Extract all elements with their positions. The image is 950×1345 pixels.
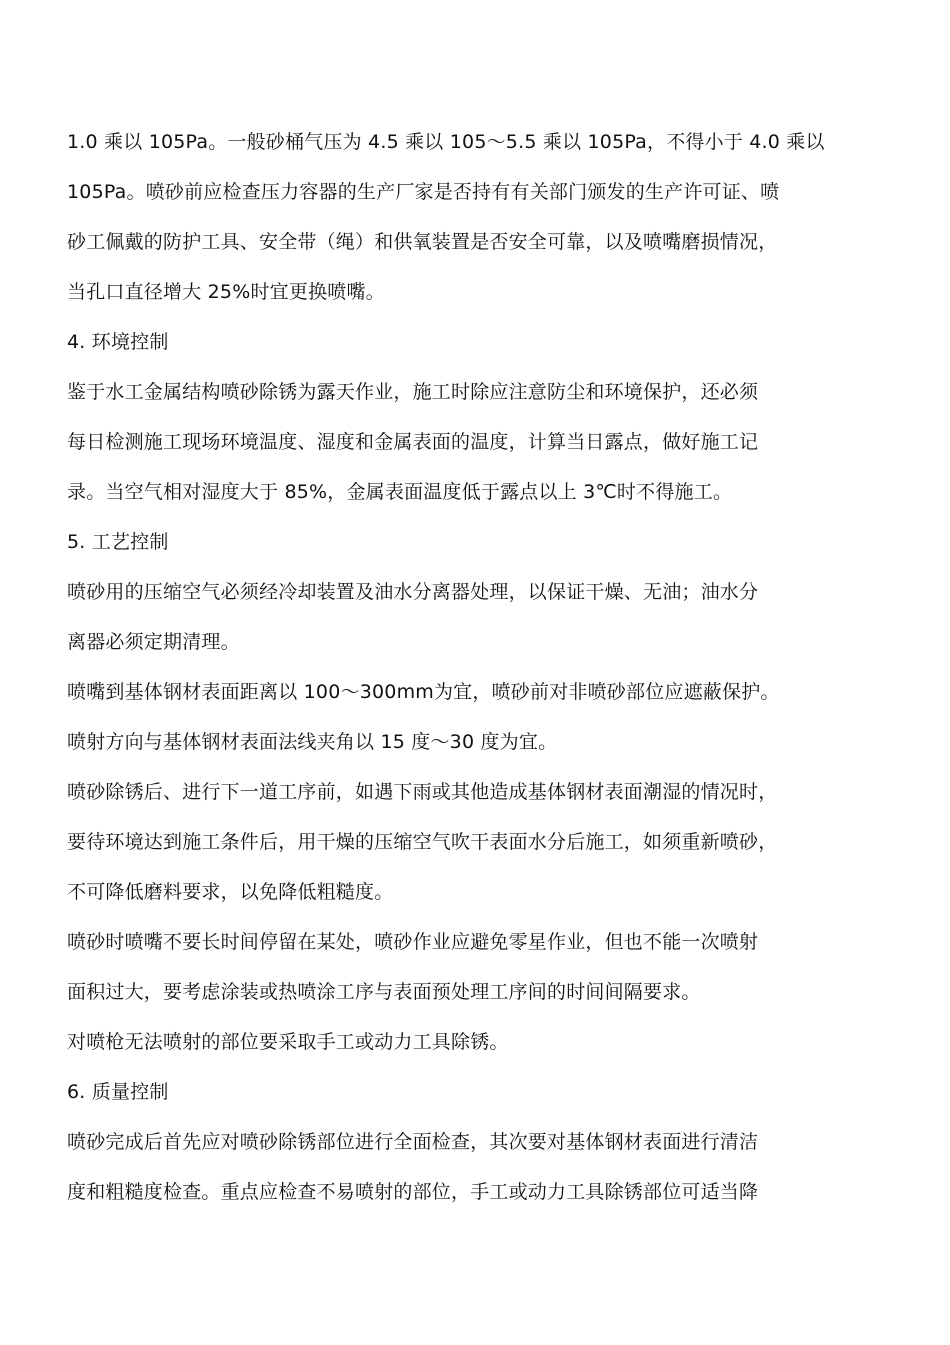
text-line: 鉴于水工金属结构喷砂除锈为露天作业，施工时除应注意防尘和环境保护，还必须 xyxy=(67,381,759,403)
text-line: 1.0 乘以 105Pa。一般砂桶气压为 4.5 乘以 105～5.5 乘以 105Pa，不得小于 4.0 乘以 xyxy=(67,131,825,153)
text-line: 105Pa。喷砂前应检查压力容器的生产厂家是否持有有关部门颁发的生产许可证、喷 xyxy=(67,181,780,203)
text-line: 喷砂除锈后、进行下一道工序前，如遇下雨或其他造成基体钢材表面潮湿的情况时， xyxy=(67,781,778,803)
text-line: 喷砂时喷嘴不要长时间停留在某处，喷砂作业应避免零星作业，但也不能一次喷射 xyxy=(67,931,759,953)
text-line: 度和粗糙度检查。重点应检查不易喷射的部位，手工或动力工具除锈部位可适当降 xyxy=(67,1181,759,1203)
text-line: 离器必须定期清理。 xyxy=(67,631,240,653)
text-line: 要待环境达到施工条件后，用干燥的压缩空气吹干表面水分后施工，如须重新喷砂， xyxy=(67,831,778,853)
text-line: 面积过大，要考虑涂装或热喷涂工序与表面预处理工序间的时间间隔要求。 xyxy=(67,981,701,1003)
text-line: 当孔口直径增大 25%时宜更换喷嘴。 xyxy=(67,281,385,303)
text-line: 对喷枪无法喷射的部位要采取手工或动力工具除锈。 xyxy=(67,1031,509,1053)
text-line: 喷砂用的压缩空气必须经冷却装置及油水分离器处理，以保证干燥、无油；油水分 xyxy=(67,581,759,603)
text-line: 喷射方向与基体钢材表面法线夹角以 15 度～30 度为宜。 xyxy=(67,731,558,753)
text-line: 喷砂完成后首先应对喷砂除锈部位进行全面检查，其次要对基体钢材表面进行清洁 xyxy=(67,1131,759,1153)
text-line: 录。当空气相对湿度大于 85%，金属表面温度低于露点以上 3℃时不得施工。 xyxy=(67,481,733,503)
text-line: 不可降低磨料要求，以免降低粗糙度。 xyxy=(67,881,394,903)
section-heading: 4. 环境控制 xyxy=(67,331,169,353)
text-line: 砂工佩戴的防护工具、安全带（绳）和供氧装置是否安全可靠，以及喷嘴磨损情况， xyxy=(67,231,778,253)
text-line: 喷嘴到基体钢材表面距离以 100～300mm为宜，喷砂前对非喷砂部位应遮蔽保护。 xyxy=(67,681,780,703)
section-heading: 5. 工艺控制 xyxy=(67,531,169,553)
section-heading: 6. 质量控制 xyxy=(67,1081,169,1103)
text-line: 每日检测施工现场环境温度、湿度和金属表面的温度，计算当日露点，做好施工记 xyxy=(67,431,759,453)
